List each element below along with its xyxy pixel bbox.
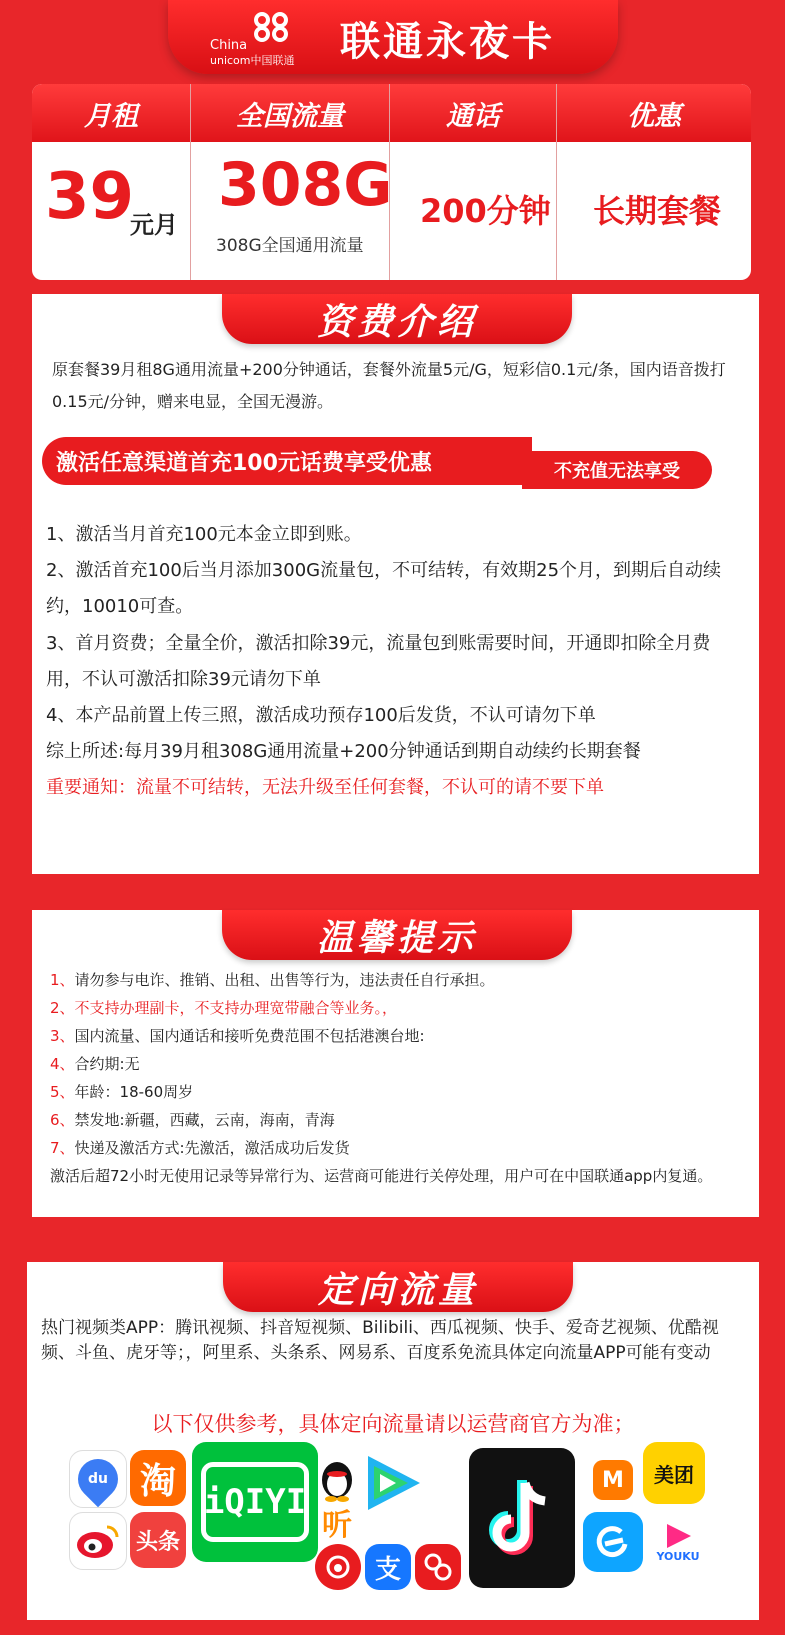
tips-panel	[32, 910, 759, 1217]
monthly-price-value: 39	[45, 160, 135, 234]
tariff-panel	[32, 294, 759, 874]
tip-item	[50, 1106, 750, 1134]
baidu-map-label: du	[88, 1471, 108, 1487]
header-national-traffic: 全国流量	[191, 84, 389, 142]
rule-item: 2、激活首充100后当月添加300G流量包，不可结转，有效期25个月，到期后自动续约，10010可查。	[46, 560, 722, 618]
important-notice: 重要通知：流量不可结转，无法升级至任何套餐，不认可的请不要下单	[46, 777, 604, 799]
header-monthly-fee: 月租	[32, 84, 190, 142]
monthly-price-unit: 元月	[130, 211, 178, 239]
alipay-icon: 支	[365, 1544, 411, 1590]
youku-icon	[645, 1512, 711, 1572]
tip-item	[50, 966, 750, 994]
tip-text: 禁发地:新疆，西藏，云南，海南，青海	[74, 1111, 335, 1129]
tariff-tab-title: 资费介绍	[222, 294, 572, 344]
youku-label: YOUKU	[656, 1549, 700, 1563]
directed-description: 热门视频类APP：腾讯视频、抖音短视频、Bilibili、西瓜视频、快手、爱奇艺视频、优酷视频、斗鱼、虎牙等；，阿里系、头条系、网易系、百度系免流具体定向流量APP可能有变动	[41, 1318, 719, 1363]
tencent-video-icon	[357, 1448, 429, 1518]
tip-number: 3、	[50, 1027, 75, 1045]
meituan-icon: 美团	[643, 1442, 705, 1504]
promotion-value: 长期套餐	[593, 192, 722, 230]
tip-item	[50, 1078, 750, 1106]
rule-item: 3、首月资费；全量全价，激活扣除39元，流量包到账需要时间，开通即扣除全月费用，不认可激活扣除39元请勿下单	[46, 632, 711, 690]
tip-text: 请勿参与电诈、推销、出租、出售等行为，违法责任自行承担。	[74, 971, 495, 989]
directed-traffic-panel	[27, 1262, 759, 1620]
netease-music-icon	[315, 1544, 361, 1590]
mangguo-tv-icon: M	[587, 1454, 639, 1506]
card-title: 联通永夜卡	[340, 19, 555, 65]
tip-text: 不支持办理副卡，不支持办理宽带融合等业务。，	[74, 999, 398, 1017]
ludashi-icon	[415, 1544, 461, 1590]
tariff-intro: 原套餐39月租8G通用流量+200分钟通话，套餐外流量5元/G，短彩信0.1元/条，国内语音拨打0.15元/分钟，赠来电显，全国无漫游。	[52, 360, 726, 411]
baidu-map-icon	[69, 1450, 127, 1508]
logo-text-china: China	[210, 38, 248, 53]
rule-summary: 综上所述:每月39月租308G通用流量+200分钟通话到期自动续约长期套餐	[46, 741, 641, 763]
tip-number: 4、	[50, 1055, 75, 1073]
tip-text: 国内流量、国内通话和接听免费范围不包括港澳台地:	[74, 1027, 425, 1045]
tip-item	[50, 1022, 750, 1050]
qq-icon	[317, 1450, 357, 1504]
directed-tab-title: 定向流量	[223, 1262, 573, 1312]
iqiyi-label: iQIYI	[201, 1462, 309, 1542]
tips-tab-title: 温馨提示	[222, 910, 572, 960]
eleme-icon	[583, 1512, 643, 1572]
tip-text: 合约期:无	[74, 1055, 140, 1073]
tip-item	[50, 1050, 750, 1078]
douyin-icon	[469, 1448, 575, 1588]
header-promotion: 优惠	[557, 84, 751, 142]
tip-text: 年龄：18-60周岁	[74, 1083, 194, 1101]
taobao-icon: 淘	[130, 1450, 186, 1506]
toutiao-icon: 头条	[130, 1512, 186, 1568]
column-divider	[190, 84, 191, 280]
tariff-rules	[46, 517, 746, 807]
tip-number: 5、	[50, 1083, 75, 1101]
unicom-knot-icon	[248, 10, 294, 44]
column-divider	[556, 84, 557, 280]
header-calls: 通话	[390, 84, 556, 142]
tip-number: 1、	[50, 971, 75, 989]
tip-item	[50, 1134, 750, 1162]
rule-item: 4、本产品前置上传三照，激活成功预存100后发货，不认可请勿下单	[46, 705, 596, 727]
tip-number: 7、	[50, 1139, 75, 1157]
tip-number: 2、	[50, 999, 75, 1017]
iqiyi-icon	[192, 1442, 318, 1562]
tip-number: 6、	[50, 1111, 75, 1129]
traffic-subtitle: 308G全国通用流量	[216, 236, 364, 256]
tip-item	[50, 994, 750, 1022]
tips-footer: 激活后超72小时无使用记录等异常行为、运营商可能进行关停处理，用户可在中国联通app内复通。	[50, 1167, 713, 1185]
traffic-value: 308G	[218, 150, 393, 220]
weibo-icon	[69, 1512, 127, 1570]
call-minutes-value: 200分钟	[420, 192, 551, 230]
tips-list	[50, 966, 750, 1190]
ting-icon: 听	[322, 1508, 352, 1542]
logo-text-unicom: unicom中国联通	[210, 54, 295, 67]
tip-text: 快递及激活方式:先激活，激活成功后发货	[74, 1139, 350, 1157]
activation-offer-ribbon: 激活任意渠道首充100元话费享受优惠	[42, 437, 532, 485]
rule-item: 1、激活当月首充100元本金立即到账。	[46, 524, 362, 545]
no-recharge-ribbon: 不充值无法享受	[522, 451, 712, 489]
china-unicom-logo	[210, 8, 310, 66]
directed-reference-note: 以下仅供参考，具体定向流量请以运营商官方为准；	[151, 1412, 635, 1436]
